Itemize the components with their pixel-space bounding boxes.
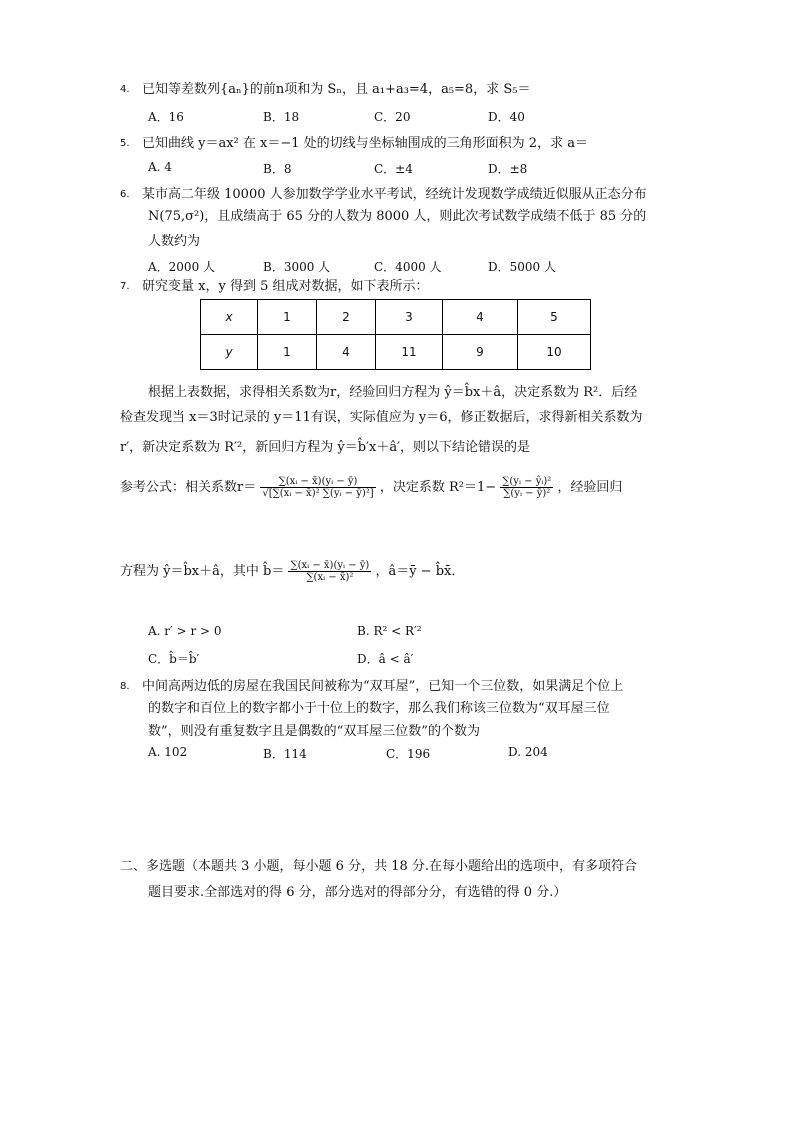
question-7-paragraph-2: 检查发现当 x＝3时记录的 y＝11有误，实际值应为 y＝6，修正数据后，求得新相关系数为 bbox=[120, 410, 643, 425]
section-instructions: 题目要求.全部选对的得 6 分，部分选对的得部分分，有选错的得 0 分.） bbox=[148, 885, 567, 900]
table-cell: 5 bbox=[518, 300, 591, 335]
option-a: A. r′ > r > 0 bbox=[148, 624, 222, 638]
question-number: 6. bbox=[120, 189, 130, 200]
option-d: D. 204 bbox=[508, 745, 548, 759]
option-a: A. 4 bbox=[148, 160, 172, 174]
table-cell: 9 bbox=[443, 335, 518, 370]
question-6-line-3: 人数约为 bbox=[148, 234, 201, 249]
fraction-numerator: ∑(xᵢ − x̄)(yᵢ − ȳ) bbox=[260, 476, 375, 488]
option-c: C．20 bbox=[374, 110, 411, 124]
table-cell: x bbox=[201, 300, 258, 335]
question-text-line-1: 某市高二年级 10000 人参加数学学业水平考试，经统计发现数学成绩近似服从正态分布 bbox=[142, 187, 647, 202]
fraction-denominator: √[∑(xᵢ − x̄)² ∑(yᵢ − ȳ)²] bbox=[262, 488, 374, 499]
option-c: C．4000 人 bbox=[374, 260, 442, 274]
table-cell: 10 bbox=[518, 335, 591, 370]
table-cell: 4 bbox=[443, 300, 518, 335]
formula-prefix: 方程为 ŷ＝b̂x＋â，其中 b̂＝ bbox=[120, 564, 285, 579]
table-cell: 1 bbox=[258, 300, 317, 335]
table-cell: 4 bbox=[317, 335, 376, 370]
determination-formula bbox=[500, 476, 553, 499]
option-a: A. 102 bbox=[148, 745, 188, 759]
table-cell: 3 bbox=[376, 300, 443, 335]
question-8-line-2: 的数字和百位上的数字都小于十位上的数字，那么我们称该三位数为“双耳屋三位 bbox=[148, 701, 610, 716]
fraction-denominator: ∑(yᵢ − ȳ)² bbox=[503, 488, 551, 499]
table-row bbox=[201, 300, 591, 335]
slope-formula bbox=[288, 560, 371, 583]
formula-suffix: ，â＝ȳ − b̂x̄． bbox=[375, 564, 465, 579]
question-text: 已知等差数列{aₙ}的前n项和为 Sₙ，且 a₁+a₃=4，a₅=8，求 S₅＝ bbox=[142, 82, 531, 97]
question-number: 4. bbox=[120, 84, 130, 95]
option-d: D．5000 人 bbox=[488, 260, 556, 274]
question-number: 8. bbox=[120, 681, 130, 692]
option-c: C．b̂＝b̂′ bbox=[148, 652, 200, 666]
reference-formula-line-1 bbox=[120, 476, 622, 499]
table-cell: 1 bbox=[258, 335, 317, 370]
question-6-line-2: N(75,σ²)，且成绩高于 65 分的人数为 8000 人，则此次考试数学成绩不低于 85 分的 bbox=[148, 209, 647, 224]
option-c: C．196 bbox=[386, 747, 431, 761]
option-a: A．2000 人 bbox=[148, 260, 216, 274]
option-b: B．18 bbox=[263, 110, 300, 124]
question-text: 研究变量 x，y 得到 5 组成对数据，如下表所示： bbox=[142, 279, 429, 294]
option-c: C．±4 bbox=[374, 162, 413, 176]
option-d: D．â < â′ bbox=[357, 652, 414, 666]
formula-suffix: ，经验回归 bbox=[557, 480, 623, 495]
formula-prefix: 参考公式：相关系数r＝ bbox=[120, 480, 257, 495]
option-b: B．3000 人 bbox=[263, 260, 331, 274]
option-a: A．16 bbox=[148, 110, 184, 124]
fraction-numerator: ∑(xᵢ − x̄)(yᵢ − ȳ) bbox=[290, 560, 370, 571]
question-8-line-3: 数”，则没有重复数字且是偶数的“双耳屋三位数”的个数为 bbox=[148, 724, 480, 739]
option-b: B. R² < R′² bbox=[357, 624, 422, 638]
fraction-denominator: ∑(xᵢ − x̄)² bbox=[306, 572, 354, 583]
question-7-paragraph-3: r′，新决定系数为 R′²，新回归方程为 ŷ＝b̂′x＋â′，则以下结论错误的是 bbox=[120, 440, 531, 455]
option-b: B．8 bbox=[263, 162, 292, 176]
formula-mid: ，决定系数 R²＝1− bbox=[379, 480, 497, 495]
question-number: 7. bbox=[120, 281, 130, 292]
table-cell: 11 bbox=[376, 335, 443, 370]
question-text-line-1: 中间高两边低的房屋在我国民间被称为“双耳屋”，已知一个三位数，如果满足个位上 bbox=[142, 679, 624, 694]
reference-formula-line-2 bbox=[120, 560, 464, 583]
option-d: D．40 bbox=[488, 110, 525, 124]
fraction-numerator: ∑(yᵢ − ŷᵢ)² bbox=[502, 476, 552, 487]
option-b: B．114 bbox=[263, 747, 307, 761]
data-table bbox=[200, 299, 591, 370]
question-text: 已知曲线 y＝ax² 在 x＝−1 处的切线与坐标轴围成的三角形面积为 2，求 a＝ bbox=[142, 136, 588, 151]
section-heading: 二、多选题（本题共 3 小题，每小题 6 分，共 18 分.在每小题给出的选项中，有多项符合 bbox=[120, 859, 638, 874]
correlation-formula bbox=[260, 476, 375, 499]
question-number: 5. bbox=[120, 138, 130, 149]
table-cell: y bbox=[201, 335, 258, 370]
table-row bbox=[201, 335, 591, 370]
table-cell: 2 bbox=[317, 300, 376, 335]
question-7-paragraph-1: 根据上表数据，求得相关系数为r，经验回归方程为 ŷ＝b̂x＋â，决定系数为 R²．后经 bbox=[148, 385, 638, 400]
option-d: D．±8 bbox=[488, 162, 528, 176]
